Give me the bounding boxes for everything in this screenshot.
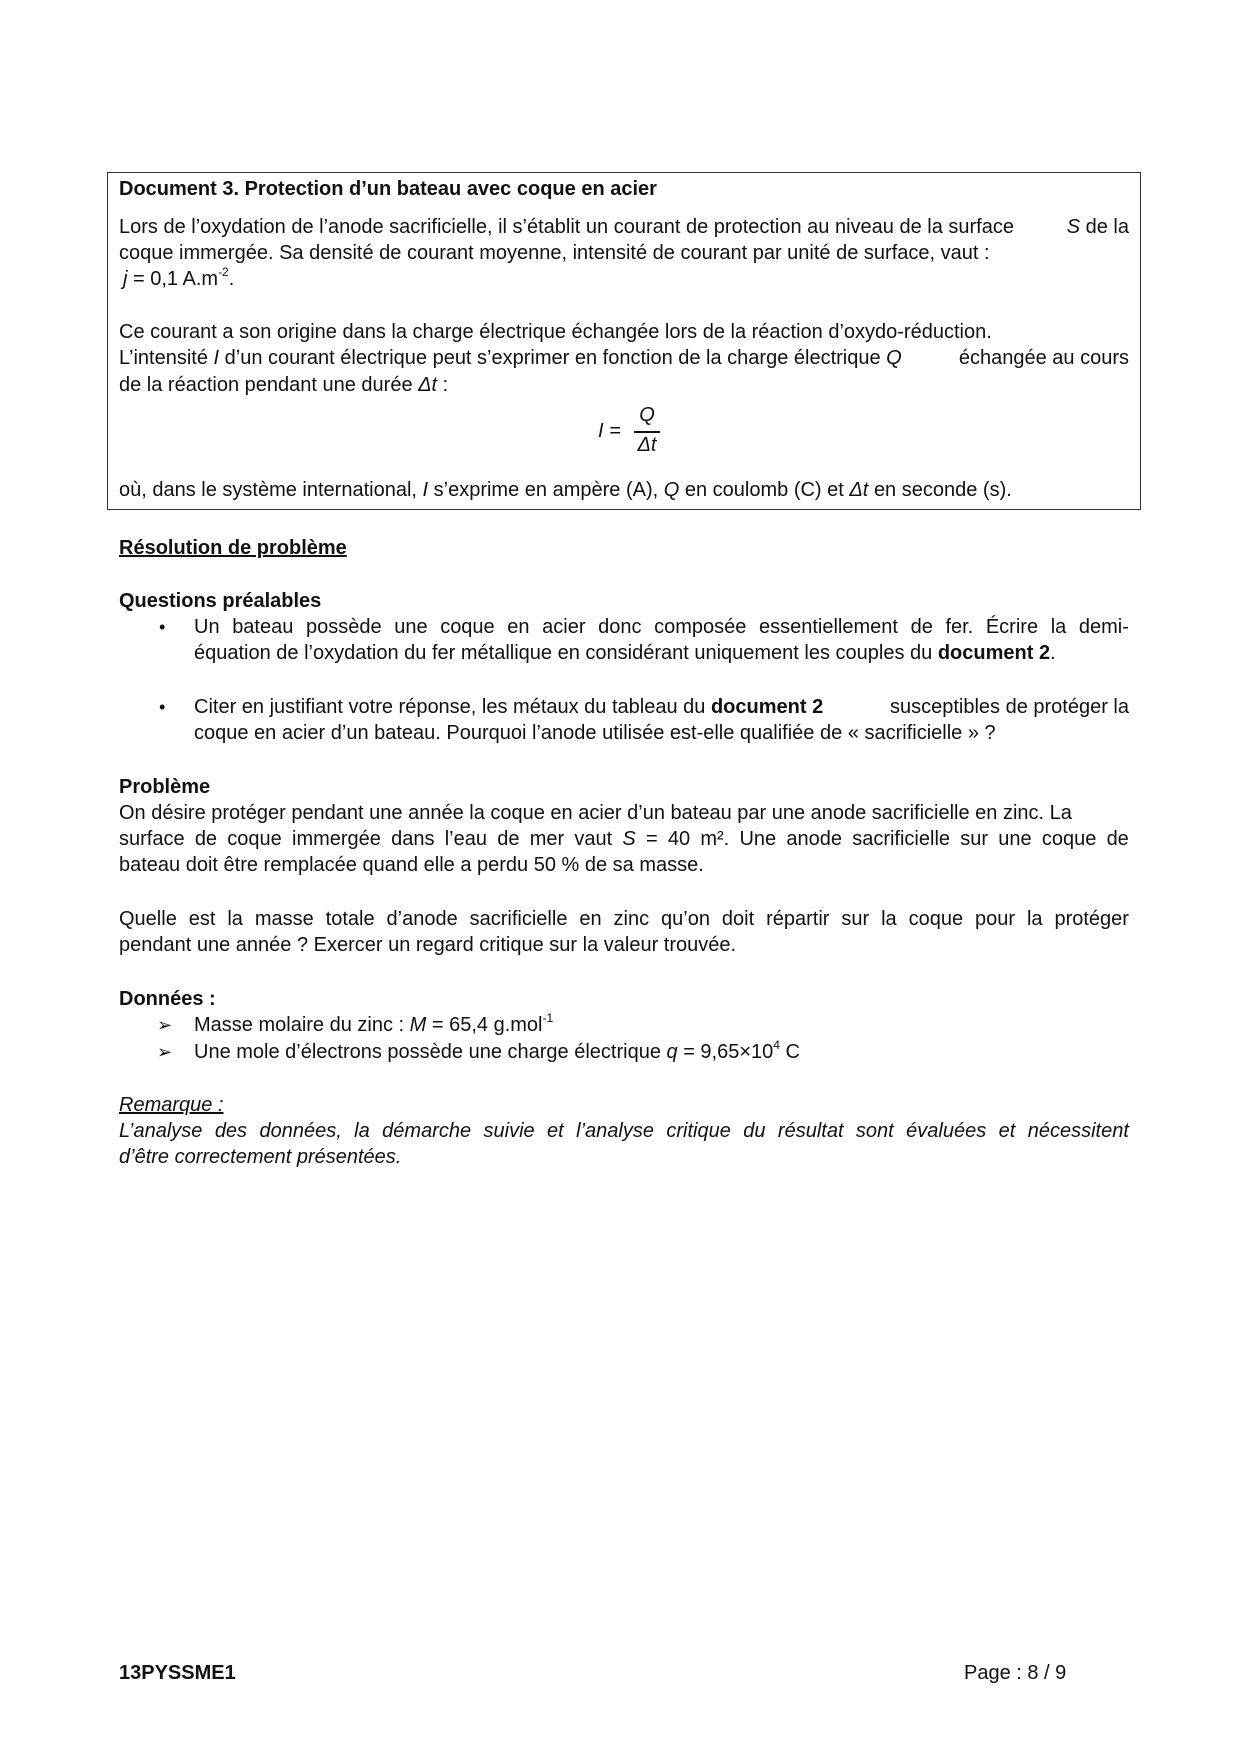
doc3-p3: où, dans le système international, I s’exprime en ampère (A), Q en coulomb (C) et Δt en seconde (s).	[119, 479, 1012, 501]
remarque-heading: Remarque :	[119, 1094, 224, 1116]
footer-page-number: Page : 8 / 9	[964, 1662, 1067, 1684]
resolution-heading: Résolution de problème	[119, 537, 347, 559]
doc3-p1-line1: Lors de l’oxydation de l’anode sacrificielle, il s’établit un courant de protection au niveau de la surface S de la	[119, 216, 1129, 238]
doc3-p2-line1: Ce courant a son origine dans la charge électrique échangée lors de la réaction d’oxydo-réduction.	[119, 321, 992, 343]
arrow-bullet-icon: ➢	[157, 1042, 173, 1062]
doc3-p2-line3: de la réaction pendant une durée Δt :	[119, 374, 449, 396]
bullet-icon: •	[159, 697, 166, 717]
probleme-line2: surface de coque immergée dans l’eau de mer vaut S = 40 m². Une anode sacrificielle sur une coque de	[119, 828, 1129, 850]
formula-numerator: Q	[639, 404, 655, 426]
bullet-icon: •	[159, 617, 166, 637]
probleme-line1: On désire protéger pendant une année la coque en acier d’un bateau par une anode sacrificielle en zinc. La	[119, 802, 1072, 824]
probleme-question-line2: pendant une année ? Exercer un regard critique sur la valeur trouvée.	[119, 934, 737, 956]
doc3-p1-line3: j = 0,1 $A.m^{-2}$.	[123, 265, 235, 290]
arrow-bullet-icon: ➢	[157, 1015, 173, 1035]
question-1-line2: équation de l’oxydation du fer métallique en considérant uniquement les couples du document 2.	[194, 642, 1056, 664]
probleme-heading: Problème	[119, 776, 211, 798]
doc3-p1-line2: coque immergée. Sa densité de courant moyenne, intensité de courant par unité de surface, vaut :	[119, 242, 990, 264]
footer-exam-code: 13PYSSME1	[119, 1662, 236, 1684]
doc3-p2-line2: L’intensité I d’un courant électrique peut s’exprimer en fonction de la charge électrique Q échangée au cours	[119, 347, 1129, 369]
question-2-line2: coque en acier d’un bateau. Pourquoi l’anode utilisée est-elle qualifiée de « sacrificielle » ?	[194, 722, 996, 744]
current-formula	[598, 402, 670, 462]
formula-lhs: I =	[598, 420, 621, 442]
question-1-line1: Un bateau possède une coque en acier donc composée essentiellement de fer. Écrire la demi-	[194, 616, 1129, 638]
probleme-line3: bateau doit être remplacée quand elle a perdu 50 % de sa masse.	[119, 854, 704, 876]
donnee-item-1: Masse molaire du zinc : M = 65,4 g.mol$^{-1}$	[194, 1011, 554, 1036]
questions-heading: Questions préalables	[119, 590, 322, 612]
probleme-question-line1: Quelle est la masse totale d’anode sacrificielle en zinc qu’on doit répartir sur la coque pour la protéger	[119, 908, 1129, 930]
donnee-item-2: Une mole d’électrons possède une charge électrique $q = 9,65\times 10^4$ C	[194, 1038, 800, 1063]
remarque-line1: L’analyse des données, la démarche suivie et l’analyse critique du résultat sont évaluées et nécessitent	[119, 1120, 1129, 1142]
remarque-line2: d’être correctement présentées.	[119, 1146, 402, 1168]
formula-denominator: Δt	[637, 434, 657, 456]
question-2-line1: Citer en justifiant votre réponse, les métaux du tableau du document 2 susceptibles de protéger la	[194, 696, 1129, 718]
document-3-title: Document 3. Protection d’un bateau avec coque en acier	[119, 178, 657, 200]
donnees-heading: Données :	[119, 988, 216, 1010]
